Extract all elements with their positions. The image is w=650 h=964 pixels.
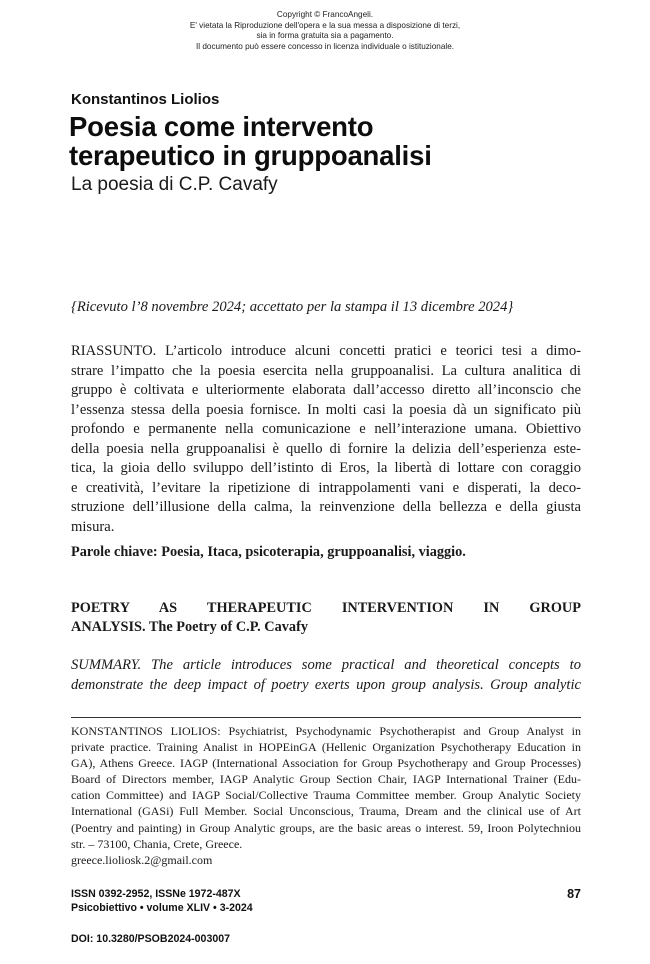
abstract-line: tica, la gioia dello sviluppo dell’istinto di Eros, la libertà di lottare con coraggio [71, 460, 581, 476]
author-email[interactable]: greece.lioliosk.2@gmail.com [71, 852, 213, 867]
title-line: terapeutico in gruppoanalisi [69, 140, 432, 171]
page-number: 87 [567, 887, 581, 901]
copyright-notice [140, 10, 510, 52]
abstract-line: misura. [71, 518, 115, 535]
journal-meta [71, 888, 253, 915]
summary-english [71, 656, 581, 695]
abstract-line: RIASSUNTO. L’articolo introduce alcuni concetti pratici e teorici tesi a dimo- [71, 343, 581, 359]
title-line: Poesia come intervento [69, 111, 374, 142]
author-name: Konstantinos Liolios [71, 91, 220, 108]
summary-line: SUMMARY. The article introduces some practical and theoretical concepts to [71, 657, 581, 673]
article-subtitle: La poesia di C.P. Cavafy [71, 174, 278, 195]
copyright-line: E' vietata la Riproduzione dell'opera e la sua messa a disposizione di terzi, [189, 20, 461, 30]
abstract-line: e creatività, l’evitare la ripetizione di intrappolamenti vani e disperati, la deco- [71, 479, 581, 496]
footnote-line: private practice. Training Analist in HOPEinGA (Hellenic Organization Psychotherapy Education in [71, 740, 581, 755]
copyright-line: Il documento può essere concesso in licenza individuale o istituzionale. [195, 41, 455, 51]
footnote-line: KONSTANTINOS LIOLIOS: Psychiatrist, Psychodynamic Psychotherapist and Group Analyst in [71, 724, 581, 738]
abstract-line: gruppo è coltivata e ulteriormente elaborata dall’accesso diretto all’inconscio che [71, 382, 581, 398]
abstract-line: struzione dell’illusione della calma, la reinvenzione della bellezza e della giusta [71, 499, 581, 515]
english-title-line: POETRY AS THERAPEUTIC INTERVENTION IN GROUP [71, 600, 581, 616]
copyright-line: sia in forma gratuita sia a pagamento. [256, 31, 394, 40]
english-title-line: ANALYSIS. The Poetry of C.P. Cavafy [71, 619, 308, 635]
journal-issue: Psicobiettivo • volume XLIV • 3-2024 [71, 901, 253, 914]
footnote-line: International (GASi) Full Member. Social Unconscious, Trauma, Dream and the clinical use of Art [71, 804, 581, 819]
abstract-italian [71, 342, 581, 537]
footnote-line: Board of Directors member, IAGP Analytic Group Section Chair, IAGP International Trainer (Edu- [71, 772, 581, 787]
summary-line: demonstrate the deep impact of poetry exerts upon group analysis. Group analytic [71, 676, 581, 693]
footnote-line: (Poentry and painting) in Group Analytic groups, are the basic areas o interest. 59, Iroon Polytechniou [71, 820, 581, 835]
footnote-line: str. – 73100, Chania, Crete, Greece. [71, 836, 243, 851]
article-title [69, 112, 589, 170]
copyright-line: Copyright © FrancoAngeli. [276, 10, 374, 19]
footnote-line: GA), Athens Greece. IAGP (International Association for Group Psychotherapy and Group Processes) [71, 756, 581, 771]
abstract-line: strare l’impatto che la poesia esercita nella gruppoanalisi. La cultura analitica di [71, 362, 581, 379]
author-footnote [71, 723, 581, 868]
keywords: Parole chiave: Poesia, Itaca, psicoterapia, gruppoanalisi, viaggio. [71, 544, 466, 560]
abstract-line: della poesia nella gruppoanalisi è quello di fornire la delizia dell’esperienza este- [71, 440, 581, 457]
issn: ISSN 0392-2952, ISSNe 1972-487X [71, 888, 241, 900]
english-title [71, 599, 581, 637]
received-dates: {Ricevuto l’8 novembre 2024; accettato per la stampa il 13 dicembre 2024} [71, 299, 514, 315]
abstract-line: profondo e permanente nella comunicazione e nell’interazione umana. Obiettivo [71, 421, 581, 437]
abstract-line: l’essenza stessa della poesia fornisce. In molti casi la poesia dà un significato più [71, 401, 581, 418]
doi[interactable]: DOI: 10.3280/PSOB2024-003007 [71, 933, 231, 945]
footnote-line: cation Committee) and IAGP Social/Collective Trauma Committee member. Group Analytic Society [71, 788, 581, 803]
footnote-divider [71, 717, 581, 718]
